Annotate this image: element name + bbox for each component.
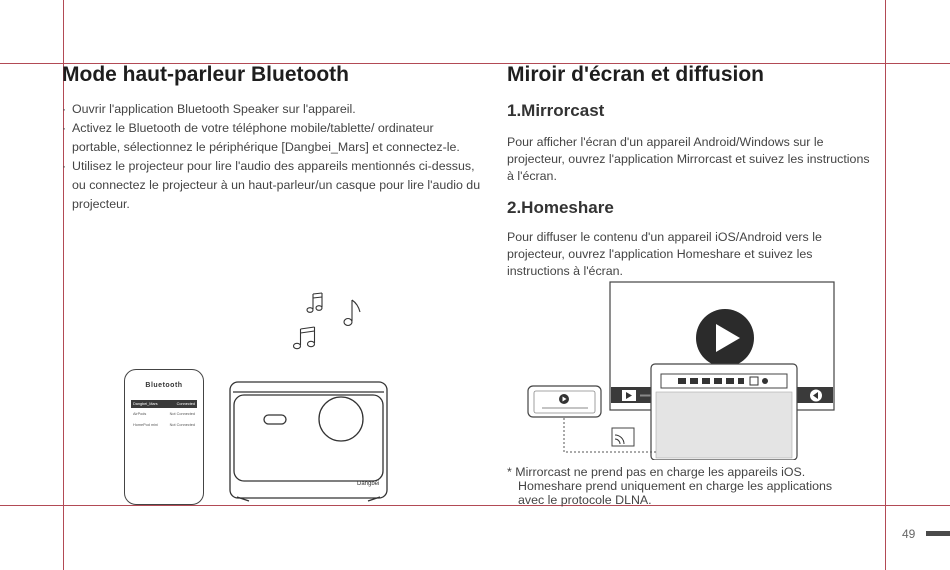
device-name: HomePod mini xyxy=(133,423,158,427)
device-status: Not Connected xyxy=(169,423,195,427)
mirrorcast-text: Pour afficher l'écran d'un appareil Android/Windows sur le projecteur, ouvrez l'application Mirrorcast et suivez les instructions à l'écran. xyxy=(507,135,870,183)
music-notes-icon xyxy=(286,288,376,356)
instruction-item: · Activez le Bluetooth de votre téléphone mobile/tablette/ ordinateur portable, sélectionnez le périphérique [Dangbei_Mars] et connectez-le. xyxy=(62,119,482,157)
instruction-item: · Ouvrir l'application Bluetooth Speaker sur l'appareil. xyxy=(62,100,482,119)
device-status: Not Connected xyxy=(169,412,195,416)
projector-brand-logo: Dangbei xyxy=(357,481,380,487)
device-row xyxy=(131,410,197,418)
mirroring-section-title: Miroir d'écran et diffusion xyxy=(507,63,765,86)
device-status: Connected xyxy=(176,402,195,406)
footnote-line: Homeshare prend uniquement en charge les applications xyxy=(518,479,833,493)
page-number: 49 xyxy=(902,527,916,541)
device-name: Dangbei_Mars xyxy=(133,402,158,406)
instruction-item: · Utilisez le projecteur pour lire l'audio des appareils mentionnés ci-dessus, ou connectez le projecteur à un haut-parleur/un casque pour lire l'audio du projecteur. xyxy=(62,157,482,214)
device-row-connected xyxy=(131,400,197,408)
screen-casting-illustration xyxy=(520,280,840,460)
homeshare-heading: 2.Homeshare xyxy=(507,198,614,217)
bluetooth-section-title: Mode haut-parleur Bluetooth xyxy=(62,63,349,86)
homeshare-text: Pour diffuser le contenu d'un appareil iOS/Android vers le projecteur, ouvrez l'application Homeshare et suivez les instructions à l'écran. xyxy=(507,230,822,278)
page-marker-bar xyxy=(926,531,950,536)
mirrorcast-heading: 1.Mirrorcast xyxy=(507,101,605,120)
footnote-line: avec le protocole DLNA. xyxy=(518,493,652,507)
bluetooth-instructions-list xyxy=(62,100,482,214)
footnote-line: Mirrorcast ne prend pas en charge les appareils iOS. xyxy=(515,465,806,479)
footnote-marker: * xyxy=(507,465,512,479)
cast-icon xyxy=(612,428,634,446)
device-row xyxy=(131,421,197,429)
compatibility-footnote xyxy=(507,465,887,507)
device-name: AirPods xyxy=(133,412,147,416)
phone-illustration xyxy=(124,369,204,505)
phone-bluetooth-title: Bluetooth xyxy=(145,382,183,389)
